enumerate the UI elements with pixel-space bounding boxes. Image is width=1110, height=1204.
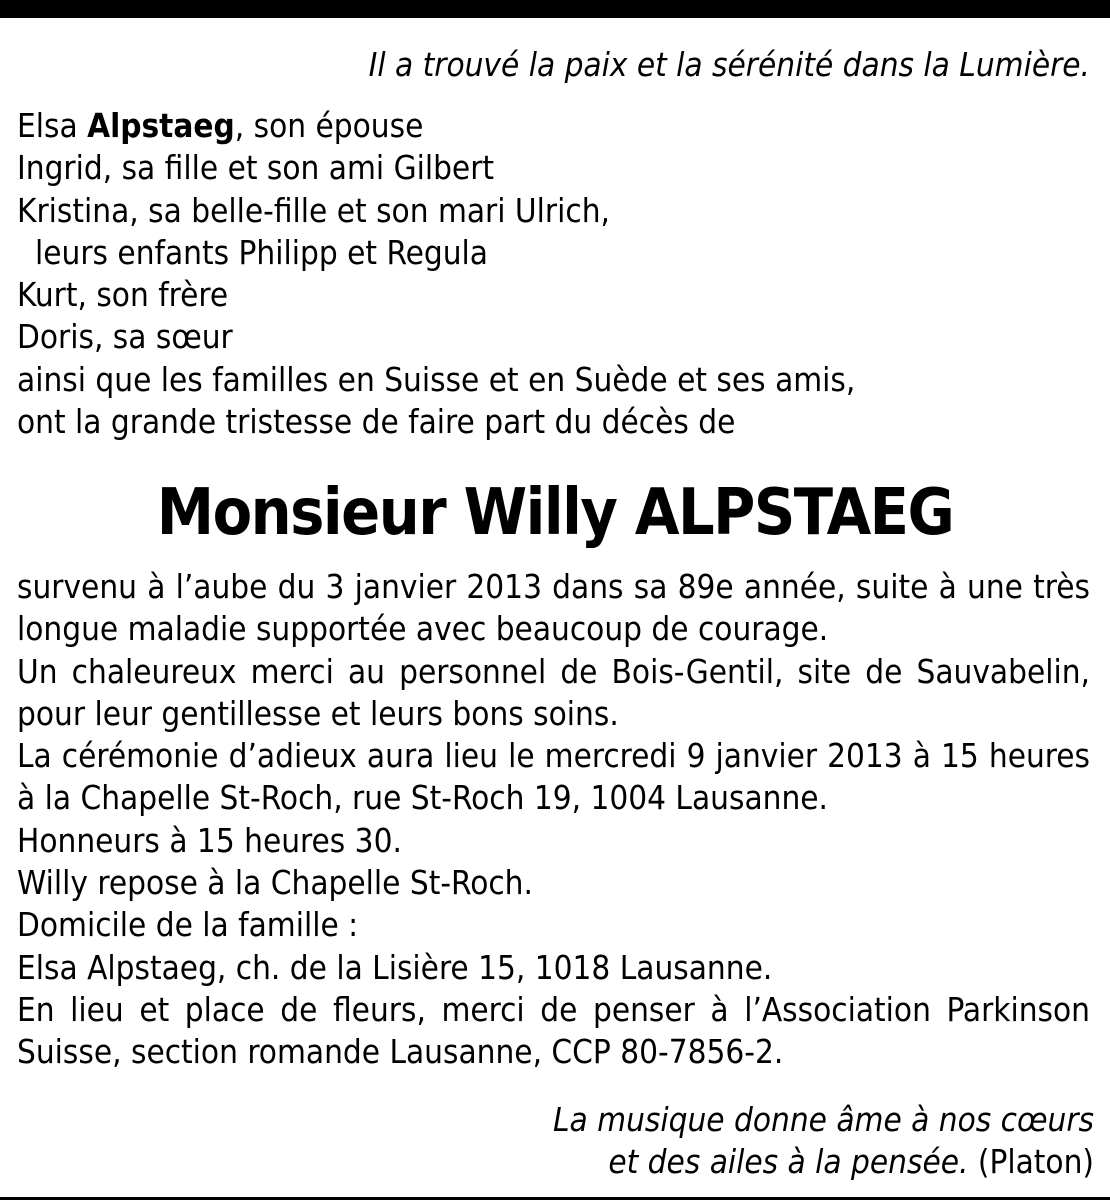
quote-text-1: La musique donne âme à nos cœurs — [553, 1100, 1094, 1139]
family-line-grandchildren: leurs enfants Philipp et Regula — [35, 232, 488, 272]
spouse-relation: , son épouse — [234, 106, 424, 145]
body-line-10: Elsa Alpstaeg, ch. de la Lisière 15, 1018 Lausanne. — [17, 947, 773, 987]
body-line-4: pour leur gentillesse et leurs bons soins. — [17, 693, 619, 733]
body-line-7: Honneurs à 15 heures 30. — [17, 820, 402, 860]
body-line-9: Domicile de la famille : — [17, 905, 359, 945]
closing-quote — [553, 1099, 1094, 1183]
family-line-spouse — [17, 105, 1097, 147]
body-line-1: survenu à l’aube du 3 janvier 2013 dans sa 89e année, suite à une très — [17, 567, 1090, 606]
deceased-name: Monsieur Willy ALPSTAEG — [156, 476, 954, 550]
body-line-6: à la Chapelle St-Roch, rue St-Roch 19, 1004 Lausanne. — [17, 778, 828, 818]
quote-text-2: et des ailes à la pensée. — [608, 1142, 969, 1181]
body-line-3: Un chaleureux merci au personnel de Bois-Gentil, site de Sauvabelin, — [17, 651, 1090, 691]
family-line-daughter: Ingrid, sa fille et son ami Gilbert — [17, 148, 495, 188]
family-line-sister: Doris, sa sœur — [17, 317, 233, 357]
epigraph: Il a trouvé la paix et la sérénité dans la Lumière. — [368, 45, 1090, 84]
spouse-surname: Alpstaeg — [87, 106, 235, 145]
quote-line-1 — [553, 1099, 1094, 1141]
body-line-12: Suisse, section romande Lausanne, CCP 80-7856-2. — [17, 1032, 784, 1072]
quote-line-2 — [553, 1141, 1094, 1183]
family-list — [17, 105, 1097, 443]
body-line-5: La cérémonie d’adieux aura lieu le mercredi 9 janvier 2013 à 15 heures — [17, 736, 1090, 776]
family-line-brother: Kurt, son frère — [17, 275, 229, 315]
top-rule — [0, 0, 1110, 18]
body-line-8: Willy repose à la Chapelle St-Roch. — [17, 863, 533, 903]
family-line-announcement: ont la grande tristesse de faire part du décès de — [17, 402, 736, 442]
spouse-first-name: Elsa — [17, 106, 88, 145]
quote-attribution: (Platon) — [968, 1142, 1094, 1181]
body-line-11: En lieu et place de fleurs, merci de penser à l’Association Parkinson — [17, 989, 1090, 1029]
family-line-daughter-in-law: Kristina, sa belle-fille et son mari Ulrich, — [17, 190, 610, 230]
family-line-relatives: ainsi que les familles en Suisse et en Suède et ses amis, — [17, 359, 856, 399]
body-line-2: longue maladie supportée avec beaucoup de courage. — [17, 609, 829, 649]
notice-body — [17, 566, 1090, 1074]
bottom-rule — [0, 1197, 1110, 1200]
